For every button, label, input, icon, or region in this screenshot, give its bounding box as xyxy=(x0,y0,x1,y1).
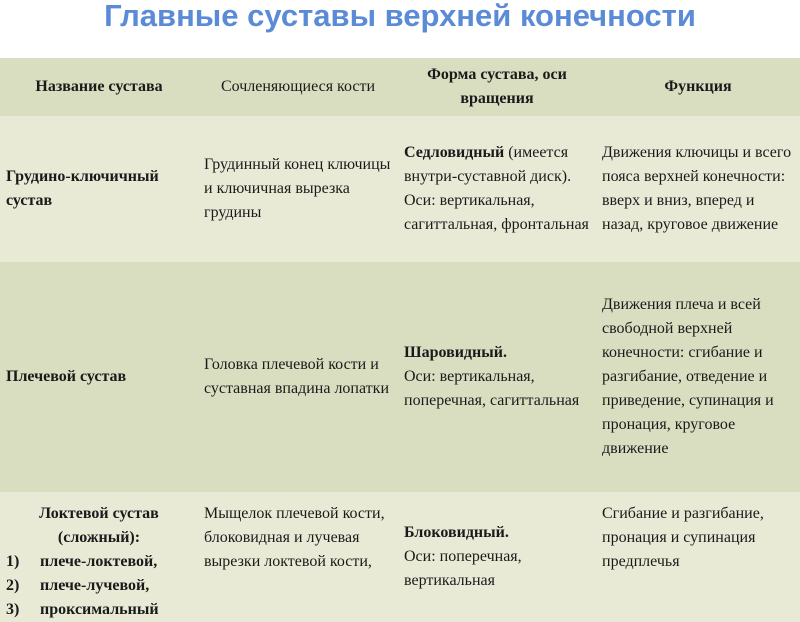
joint-part: 1) плече-локтевой, xyxy=(6,553,158,570)
table-header-row xyxy=(0,58,800,116)
page-title: Главные суставы верхней конечности xyxy=(104,0,696,33)
joint-form-axes: Оси: поперечная, вертикальная xyxy=(404,548,522,589)
joint-form-type: Седловидный xyxy=(404,144,505,161)
joint-name-label: Локтевой сустав (сложный): xyxy=(39,505,159,546)
header-bones: Сочленяющиеся кости xyxy=(220,78,376,95)
joint-part: 3) проксимальный xyxy=(6,601,159,618)
joint-function: Движения плеча и всей свободной верхней конечности: сгибание и разгибание, отведение и приведение, супинация и пронация, круговое движение xyxy=(602,296,774,457)
joint-bones: Грудинный конец ключицы и ключичная вырезка грудины xyxy=(204,156,391,221)
joint-form xyxy=(398,116,596,262)
joint-form xyxy=(398,492,596,622)
joint-name: Плечевой сустав xyxy=(6,368,127,385)
joint-part: 2) плече-лучевой, xyxy=(6,577,150,594)
header-joint-name: Название сустава xyxy=(35,78,163,95)
joint-function: Движения ключицы и всего пояса верхней конечности: вверх и вниз, вперед и назад, круговое движение xyxy=(602,144,792,233)
table-row xyxy=(0,116,800,262)
joint-form-axes: (имеется внутри-суставной диск). Оси: вертикальная, сагиттальная, фронтальная xyxy=(404,144,589,233)
joint-bones: Мыщелок плечевой кости, блоковидная и лучевая вырезки локтевой кости, xyxy=(204,505,385,570)
joint-bones: Головка плечевой кости и суставная впадина лопатки xyxy=(204,356,390,397)
joint-form-axes: Оси: вертикальная, поперечная, сагиттальная xyxy=(404,368,580,409)
joint-parts-list xyxy=(6,550,192,622)
joint-form-type: Шаровидный. xyxy=(404,344,507,361)
header-function: Функция xyxy=(664,78,732,95)
joint-form-type: Блоковидный. xyxy=(404,524,509,541)
table-row xyxy=(0,492,800,622)
joints-table xyxy=(0,58,800,622)
joint-form xyxy=(398,262,596,492)
joint-function: Сгибание и разгибание, пронация и супинация предплечья xyxy=(602,505,764,570)
joint-name: Грудино-ключичный сустав xyxy=(6,168,159,209)
joint-name xyxy=(0,492,198,622)
table-row xyxy=(0,262,800,492)
joints-table-container xyxy=(0,58,800,618)
header-form: Форма сустава, оси вращения xyxy=(427,66,567,107)
